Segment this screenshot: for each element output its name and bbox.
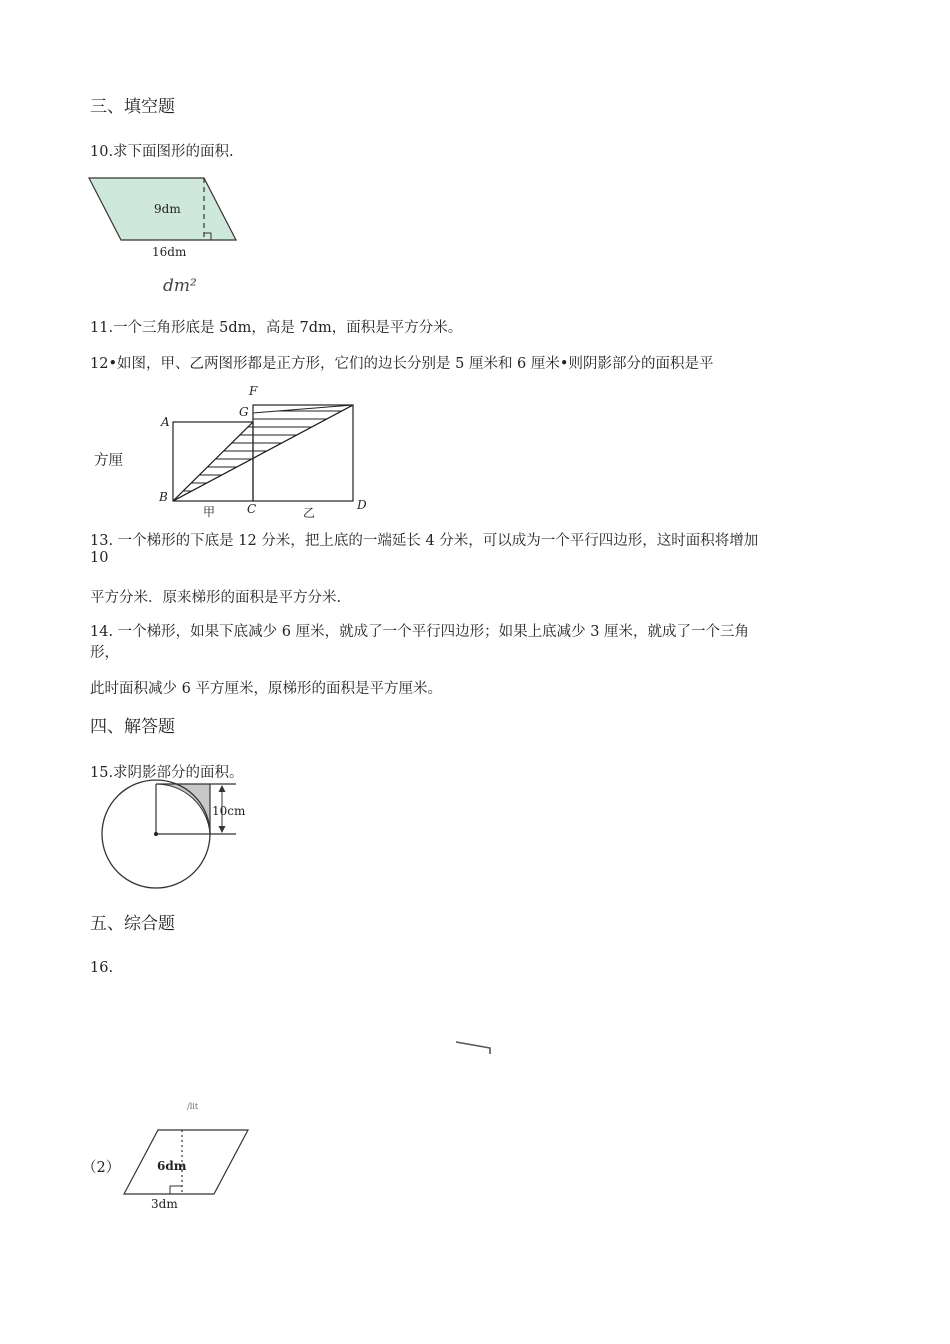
question-16-text: 16.	[90, 960, 114, 976]
q16-parallelogram-figure	[118, 1124, 258, 1212]
q15-length-label: 10cm	[212, 804, 246, 818]
q15-center-dot	[154, 832, 158, 836]
q12-label-g: G	[239, 405, 249, 419]
q10-base-label: 16dm	[152, 245, 187, 259]
question-12-text: 12•如图，甲、乙两图形都是正方形，它们的边长分别是 5 厘米和 6 厘米•则阴影部分的面积是平	[90, 356, 714, 372]
q15-arrow-down	[219, 826, 226, 833]
q16-base-label: 3dm	[151, 1197, 178, 1211]
q12-label-a: A	[161, 415, 170, 429]
q16-right-angle-mark	[170, 1186, 182, 1194]
q16-top-label: /lit	[187, 1102, 199, 1111]
q12-label-jia: 甲	[203, 505, 216, 519]
q15-shaded-corner	[156, 784, 210, 834]
question-13-line2: 10	[90, 550, 109, 566]
q12-label-yi: 乙	[303, 506, 316, 520]
question-11-text: 11.一个三角形底是 5dm，高是 7dm，面积是平方分米。	[90, 320, 463, 336]
q15-circle-figure	[98, 780, 268, 895]
q15-arrow-up	[219, 785, 226, 792]
q12-label-d: D	[357, 498, 367, 512]
q16-height-label: 6dm	[157, 1159, 187, 1173]
section-heading-fill: 三、填空题	[90, 97, 175, 117]
q10-unit: dm²	[163, 276, 197, 296]
section-heading-comprehensive: 五、综合题	[90, 914, 175, 934]
q10-height-label: 9dm	[154, 202, 181, 216]
q16-stray-mark	[452, 1038, 497, 1060]
q12-side-text: 方厘	[94, 453, 123, 469]
q12-label-f: F	[249, 384, 258, 398]
section-heading-answer: 四、解答题	[90, 717, 175, 737]
question-14-line1: 14. 一个梯形，如果下底减少 6 厘米，就成了一个平行四边形；如果上底减少 3 厘米，就成了一个三角	[90, 624, 750, 640]
question-14-line3: 此时面积减少 6 平方厘米，原梯形的面积是平方厘米。	[90, 681, 442, 697]
q12-label-b: B	[159, 490, 168, 504]
q12-label-c: C	[247, 502, 257, 516]
q10-parallelogram-figure	[86, 172, 246, 264]
question-15-text: 15.求阴影部分的面积。	[90, 765, 244, 781]
q12-squares-figure	[155, 383, 380, 523]
question-13-line1: 13. 一个梯形的下底是 12 分米，把上底的一端延长 4 分米，可以成为一个平行四边形，这时面积将增加	[90, 533, 759, 549]
question-14-line2: 形，	[90, 645, 119, 661]
question-13-line3: 平方分米．原来梯形的面积是平方分米.	[90, 590, 342, 606]
q16-sub2-label: （2）	[82, 1160, 121, 1176]
question-10-text: 10.求下面图形的面积.	[90, 144, 234, 160]
